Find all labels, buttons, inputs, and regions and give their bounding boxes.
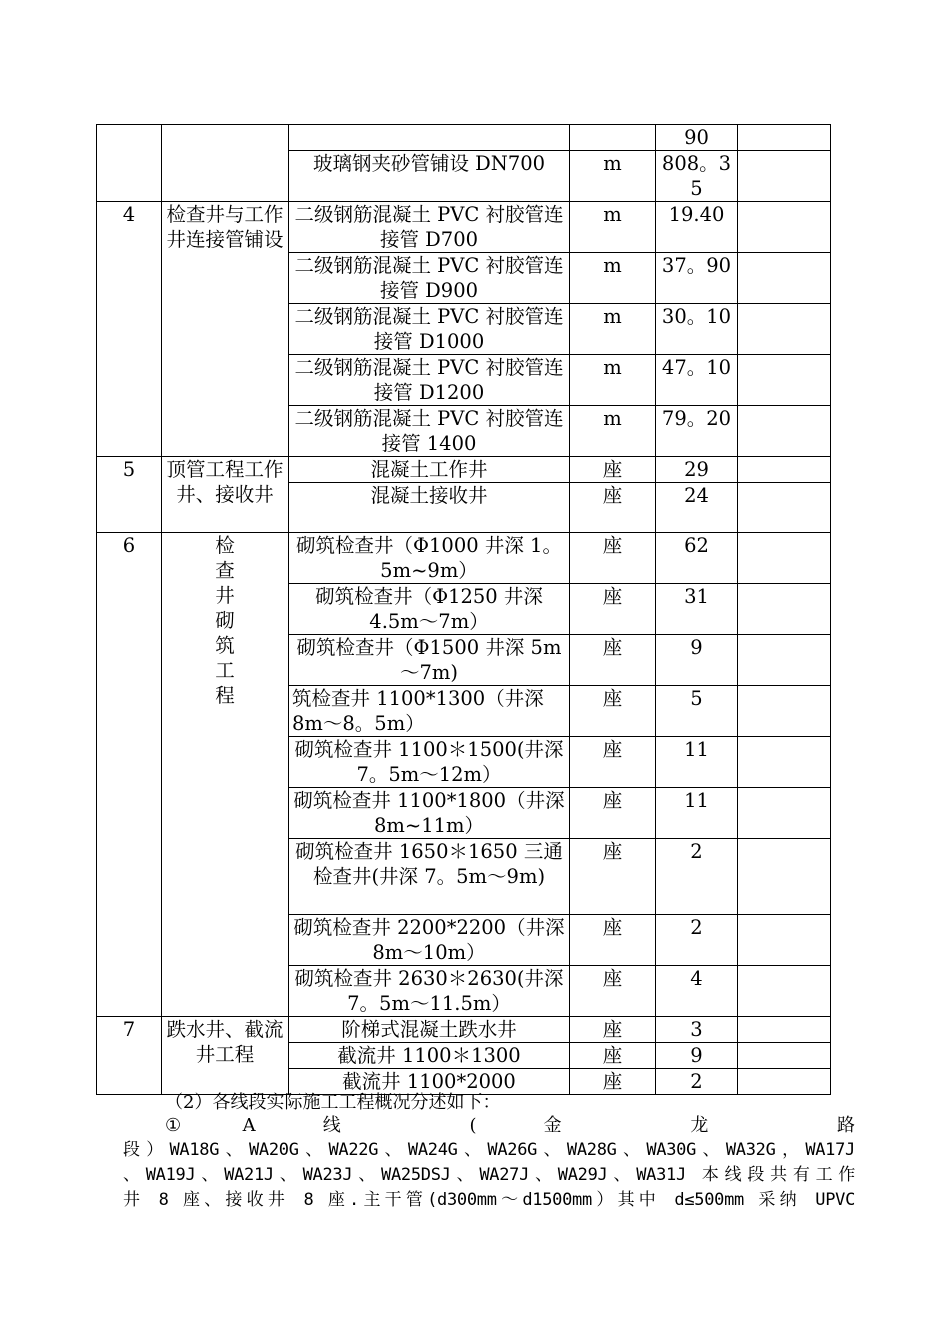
item-cell: 混凝土接收井 — [289, 483, 570, 533]
unit-cell: 座 — [570, 737, 656, 788]
unit-cell: m — [570, 253, 656, 304]
unit-cell: 座 — [570, 915, 656, 966]
item-cell: 二级钢筋混凝土 PVC 衬胶管连接管 1400 — [289, 406, 570, 457]
remark-cell — [738, 483, 831, 533]
unit-cell — [570, 125, 656, 151]
remark-cell — [738, 355, 831, 406]
category-cell — [162, 533, 289, 1017]
remark-cell — [738, 304, 831, 355]
item-cell: 砌筑检查井 2200*2200（井深 8m～10m） — [289, 915, 570, 966]
quantity-cell: 47。10 — [656, 355, 738, 406]
remark-cell — [738, 533, 831, 584]
quantity-cell: 2 — [656, 1069, 738, 1095]
item-cell: 阶梯式混凝土跌水井 — [289, 1017, 570, 1043]
remark-cell — [738, 151, 831, 202]
unit-cell: m — [570, 202, 656, 253]
remark-cell — [738, 839, 831, 915]
remark-cell — [738, 737, 831, 788]
unit-cell: 座 — [570, 635, 656, 686]
unit-cell: 座 — [570, 1017, 656, 1043]
item-cell: 二级钢筋混凝土 PVC 衬胶管连接管 D700 — [289, 202, 570, 253]
category-cell: 检查井与工作井连接管铺设 — [162, 202, 289, 457]
row-number: 6 — [97, 533, 162, 1017]
item-cell: 二级钢筋混凝土 PVC 衬胶管连接管 D900 — [289, 253, 570, 304]
item-cell: 砌筑检查井 2630＊2630(井深 7。5m～11.5m） — [289, 966, 570, 1017]
paragraph-line: 、WA19J、WA21J、WA23J、WA25DSJ、WA27J、WA29J、WA31J 本线段共有工作 — [123, 1165, 855, 1185]
item-cell: 砌筑检查井（Φ1000 井深 1。5m~9m） — [289, 533, 570, 584]
item-cell: 截流井 1100*2000 — [289, 1069, 570, 1095]
remark-cell — [738, 202, 831, 253]
quantity-cell: 808。35 — [656, 151, 738, 202]
unit-cell: 座 — [570, 1043, 656, 1069]
quantity-cell: 37。90 — [656, 253, 738, 304]
remark-cell — [738, 915, 831, 966]
remark-cell — [738, 253, 831, 304]
item-cell: 筑检查井 1100*1300（井深 8m～8。5m） — [289, 686, 570, 737]
remark-cell — [738, 788, 831, 839]
item-cell: 二级钢筋混凝土 PVC 衬胶管连接管 D1000 — [289, 304, 570, 355]
remark-cell — [738, 457, 831, 483]
remark-cell — [738, 686, 831, 737]
remark-cell — [738, 584, 831, 635]
remark-cell — [738, 966, 831, 1017]
table-row — [97, 1017, 831, 1043]
quantity-cell: 2 — [656, 839, 738, 915]
item-cell: 混凝土工作井 — [289, 457, 570, 483]
unit-cell: 座 — [570, 686, 656, 737]
row-number: 5 — [97, 457, 162, 533]
table-row — [97, 202, 831, 253]
paragraph-line: 井 8 座、接收井 8 座.主干管(d300mm～d1500mm）其中 d≤500mm 采纳 UPVC — [123, 1190, 855, 1210]
quantity-cell: 9 — [656, 1043, 738, 1069]
table-row — [97, 533, 831, 584]
works-quantity-table — [96, 124, 831, 1095]
paragraph-line: 段）WA18G、WA20G、WA22G、WA24G、WA26G、WA28G、WA30G、WA32G，WA17J — [123, 1140, 855, 1160]
unit-cell: 座 — [570, 1069, 656, 1095]
unit-cell: 座 — [570, 839, 656, 915]
table-row — [97, 457, 831, 483]
row-number — [97, 125, 162, 202]
category-cell: 跌水井、截流井工程 — [162, 1017, 289, 1095]
quantity-cell: 31 — [656, 584, 738, 635]
remark-cell — [738, 1043, 831, 1069]
remark-cell — [738, 635, 831, 686]
quantity-cell: 30。10 — [656, 304, 738, 355]
quantity-cell: 62 — [656, 533, 738, 584]
category-cell: 顶管工程工作井、接收井 — [162, 457, 289, 533]
quantity-cell: 19.40 — [656, 202, 738, 253]
section-heading: （2）各线段实际施工工程概况分述如下： — [165, 1092, 501, 1113]
unit-cell: m — [570, 406, 656, 457]
quantity-cell: 11 — [656, 788, 738, 839]
table-row — [97, 125, 831, 151]
remark-cell — [738, 406, 831, 457]
category-text: 检查井砌筑工程 — [215, 534, 235, 707]
quantity-cell: 90 — [656, 125, 738, 151]
unit-cell: 座 — [570, 533, 656, 584]
category-cell — [162, 125, 289, 202]
quantity-cell: 2 — [656, 915, 738, 966]
quantity-cell: 4 — [656, 966, 738, 1017]
unit-cell: m — [570, 355, 656, 406]
quantity-cell: 24 — [656, 483, 738, 533]
unit-cell: 座 — [570, 584, 656, 635]
item-cell: 截流井 1100＊1300 — [289, 1043, 570, 1069]
quantity-cell: 79。20 — [656, 406, 738, 457]
remark-cell — [738, 1017, 831, 1043]
quantity-cell: 29 — [656, 457, 738, 483]
item-cell: 砌筑检查井（Φ1500 井深 5m～7m) — [289, 635, 570, 686]
unit-cell: 座 — [570, 483, 656, 533]
quantity-cell: 3 — [656, 1017, 738, 1043]
quantity-cell: 5 — [656, 686, 738, 737]
item-cell: 二级钢筋混凝土 PVC 衬胶管连接管 D1200 — [289, 355, 570, 406]
row-number: 4 — [97, 202, 162, 457]
item-cell: 砌筑检查井 1100＊1500(井深 7。5m～12m） — [289, 737, 570, 788]
unit-cell: 座 — [570, 457, 656, 483]
item-cell — [289, 125, 570, 151]
unit-cell: m — [570, 151, 656, 202]
unit-cell: m — [570, 304, 656, 355]
paragraph-line: ①A 线 ( 金 龙 路 — [165, 1115, 855, 1136]
item-cell: 砌筑检查井 1100*1800（井深 8m~11m） — [289, 788, 570, 839]
unit-cell: 座 — [570, 966, 656, 1017]
remark-cell — [738, 125, 831, 151]
item-cell: 砌筑检查井（Φ1250 井深 4.5m～7m） — [289, 584, 570, 635]
item-cell: 砌筑检查井 1650＊1650 三通检查井(井深 7。5m～9m) — [289, 839, 570, 915]
unit-cell: 座 — [570, 788, 656, 839]
quantity-cell: 11 — [656, 737, 738, 788]
quantity-cell: 9 — [656, 635, 738, 686]
row-number: 7 — [97, 1017, 162, 1095]
item-cell: 玻璃钢夹砂管铺设 DN700 — [289, 151, 570, 202]
